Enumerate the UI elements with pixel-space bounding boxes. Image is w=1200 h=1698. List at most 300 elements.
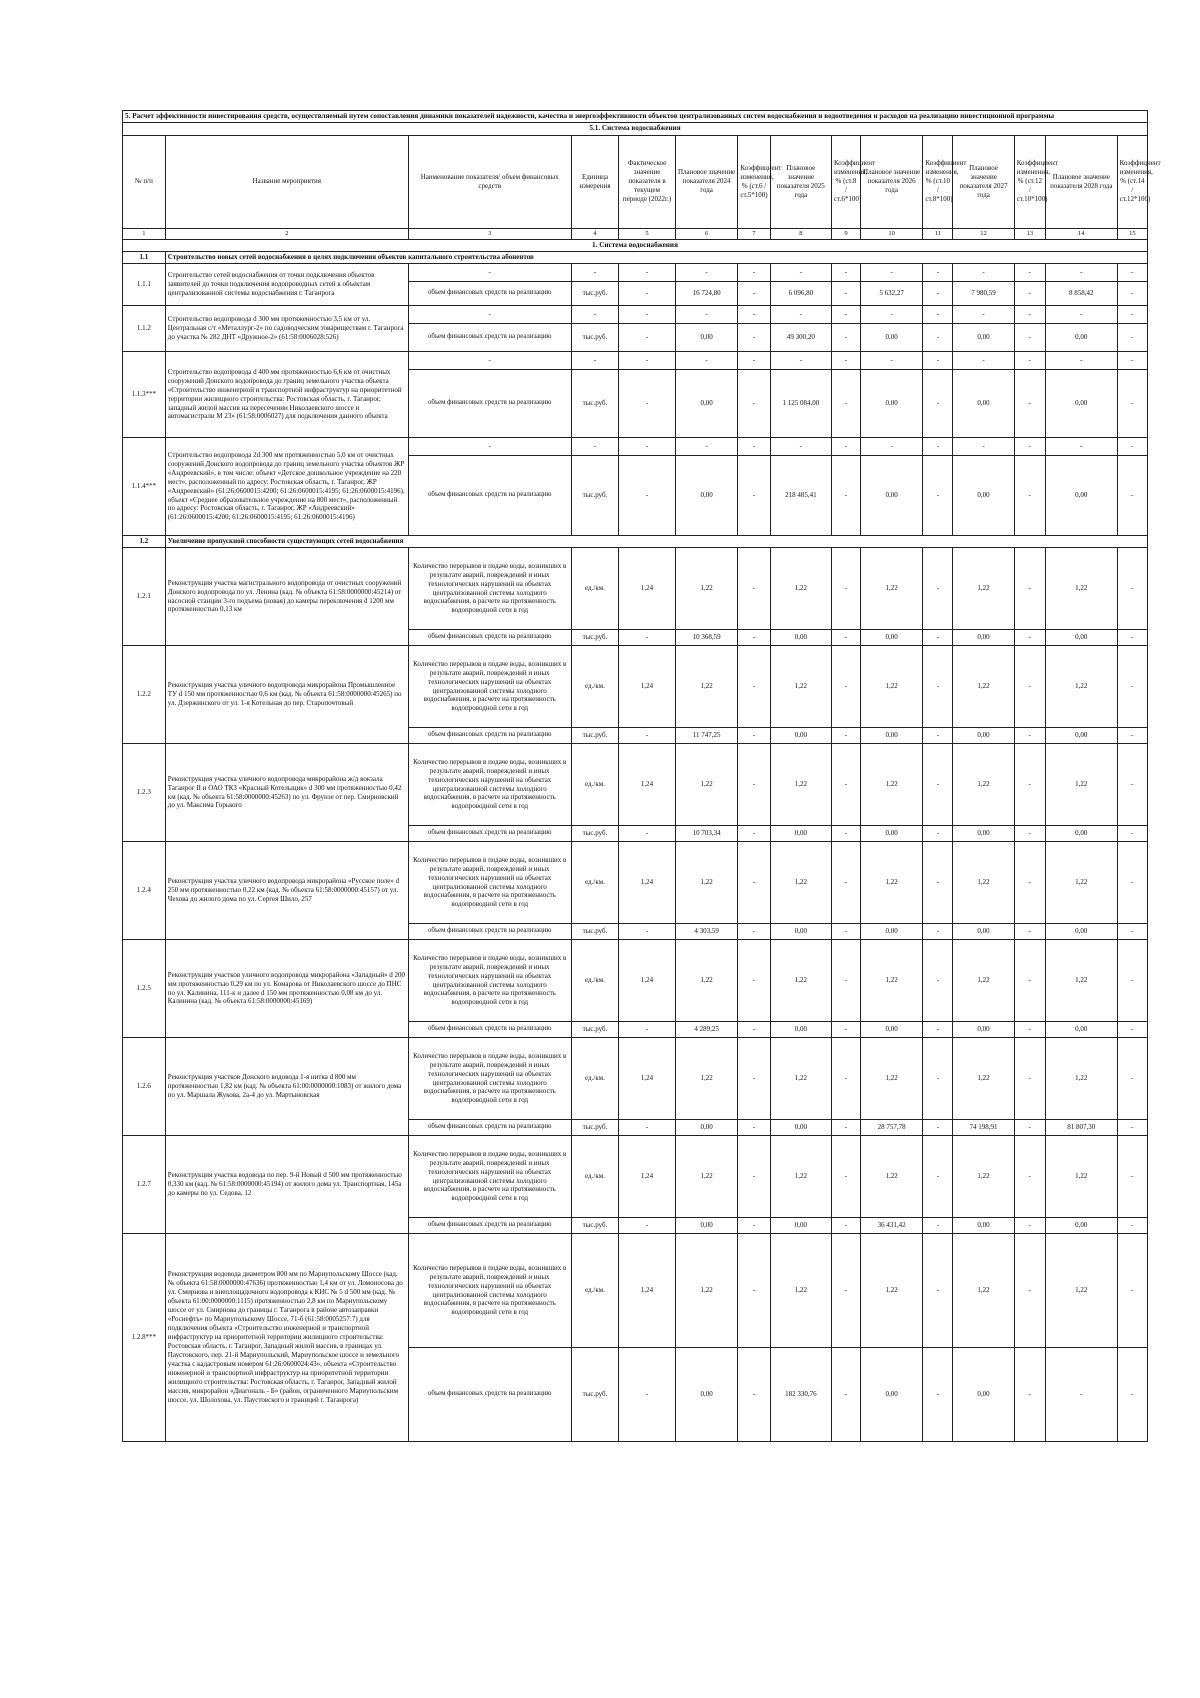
finance-unit: тыс.руб.: [571, 826, 618, 842]
indicator-value: 1,22: [953, 548, 1014, 630]
finance-label: объем финансовых средств на реализацию: [408, 1348, 571, 1442]
indicator-value: 1,22: [953, 744, 1014, 826]
indicator-value: 1,22: [953, 1136, 1014, 1218]
indicator-value: 1,22: [1045, 548, 1117, 630]
finance-value: -: [923, 728, 953, 744]
finance-value: 36 431,42: [860, 1218, 922, 1234]
finance-value: -: [1117, 1348, 1147, 1442]
finance-value: 8 858,42: [1045, 282, 1117, 306]
indicator-value: 1,22: [770, 1038, 831, 1120]
item-name: Строительство водопровода d 300 мм протяженностью 3,5 км от ул. Центральная с/т «Металлург-2» по садоводческим товариществам г. Таганрога до участка № 282 ДНТ «Дружное-2» (61:58:0006028:526): [165, 306, 408, 352]
header-row: [123, 135, 1148, 228]
indicator-value: -: [831, 842, 860, 924]
finance-value: -: [831, 282, 860, 306]
item-name: Реконструкция участков уличного водопровода микрорайона «Западный» d 200 мм протяженностью 0,29 км по ул. Комарова от Николаевского шоссе до ПНС по ул. Калинина, 111-к и далее d 150 мм протяженностью 0,08 км до ул. Калинина (кад. № объекта 61:58:0000000:45169): [165, 940, 408, 1038]
finance-unit: тыс.руб.: [571, 1120, 618, 1136]
finance-value: -: [831, 370, 860, 438]
column-number: 8: [770, 228, 831, 239]
indicator-name: Количество перерывов в подаче воды, возникших в результате аварий, повреждений и иных технологических нарушений на объектах централизованной системы холодного водоснабжения, в расчете на протяженность водопроводной сети в год: [408, 548, 571, 630]
item-indicator-row: [123, 1038, 1148, 1120]
investment-efficiency-table-sheet: [122, 110, 1161, 1442]
item-number: 1.1.1: [123, 264, 166, 306]
finance-unit: тыс.руб.: [571, 324, 618, 352]
indicator-name: Количество перерывов в подаче воды, возникших в результате аварий, повреждений и иных технологических нарушений на объектах централизованной системы холодного водоснабжения, в расчете на протяженность водопроводной сети в год: [408, 940, 571, 1022]
indicator-value: -: [770, 352, 831, 370]
finance-value: -: [738, 282, 770, 306]
finance-value: -: [738, 1120, 770, 1136]
column-header: № п/п: [123, 135, 166, 228]
item-name: Реконструкция участка магистрального водопровода от очистных сооружений Донского водопровода по ул. Ленина (кад. № объекта 61:58:0000000:45214) от насосной станции 3-го подъема (новая) до камеры переключения d 1200 мм протяженностью 0,13 км: [165, 548, 408, 646]
indicator-value: 1,22: [770, 1136, 831, 1218]
indicator-value: 1,24: [619, 842, 676, 924]
finance-value: -: [831, 924, 860, 940]
finance-value: -: [1117, 324, 1147, 352]
finance-value: 10 368,59: [675, 630, 737, 646]
finance-value: -: [1014, 282, 1045, 306]
finance-value: 0,00: [860, 1022, 922, 1038]
indicator-value: 1,22: [860, 940, 922, 1022]
indicator-value: -: [738, 940, 770, 1022]
indicator-value: -: [1117, 646, 1147, 728]
indicator-value: -: [1014, 548, 1045, 630]
finance-value: 16 724,80: [675, 282, 737, 306]
finance-value: -: [831, 1218, 860, 1234]
indicator-value: -: [1014, 352, 1045, 370]
item-indicator-row: [123, 264, 1148, 282]
column-header: Наименование показателя/ объем финансовых средств: [408, 135, 571, 228]
indicator-value: -: [953, 352, 1014, 370]
finance-value: -: [738, 728, 770, 744]
column-number: 12: [953, 228, 1014, 239]
finance-value: 0,00: [860, 456, 922, 536]
finance-unit: тыс.руб.: [571, 1348, 618, 1442]
indicator-value: 1,22: [953, 646, 1014, 728]
section-row: [123, 239, 1148, 251]
item-name: Реконструкция водовода диаметром 800 мм по Мариупольскому Шоссе (кад. № объекта 61:58:0000000:47636) протяженностью 1,4 км от ул. Ломоносова до ул. Смирнова и внеплощадочного водопровода к КНС № 5 d 500 мм (кад. № объекта 61:00:0000000:1115) протяженностью 2,8 км по Мариупольскому шоссе от ул. Смирнова до границы г. Таганрога в районе автозаправки «Роснефть» по Мариупольскому Шоссе, 71-б (61:58:0005257:7) для подключения объекта «Строительство инженерной и транспортной инфраструктур на приоритетной территории жилищного строительства: Ростовская область, г. Таганрог, Западный жилой массив, в границах ул. Паустовского, пер. 21-й Мариупольский, Мариупольское шоссе и земельного участка с кадастровым номером 61:26:0600024:43», объекта «Строительство инженерной и транспортной инфраструктур на приоритетной территории жилищного строительства: Ростовская область, г. Таганрог, Западный жилой массив, микрорайон «Диагональ - Б» (район, ограниченного Мариупольским шоссе, ул. Шолохова, ул. Паустовского и границей г. Таганрога): [165, 1234, 408, 1442]
finance-value: -: [923, 1120, 953, 1136]
indicator-value: 1,22: [953, 1038, 1014, 1120]
indicator-value: -: [860, 352, 922, 370]
item-indicator-row: [123, 352, 1148, 370]
finance-value: 81 807,30: [1045, 1120, 1117, 1136]
finance-value: -: [619, 282, 676, 306]
indicator-value: -: [1014, 264, 1045, 282]
finance-value: -: [738, 924, 770, 940]
indicator-value: -: [923, 940, 953, 1022]
indicator-value: 1,22: [675, 744, 737, 826]
indicator-value: 1,22: [770, 1234, 831, 1348]
indicator-value: -: [831, 646, 860, 728]
finance-value: -: [923, 1218, 953, 1234]
indicator-value: 1,22: [953, 842, 1014, 924]
indicator-value: 1,22: [675, 1136, 737, 1218]
indicator-value: -: [1045, 352, 1117, 370]
indicator-value: -: [738, 352, 770, 370]
finance-value: -: [738, 1022, 770, 1038]
finance-value: 10 703,34: [675, 826, 737, 842]
finance-value: 0,00: [675, 1348, 737, 1442]
indicator-value: -: [675, 352, 737, 370]
finance-value: 0,00: [1045, 826, 1117, 842]
finance-value: 0,00: [1045, 1022, 1117, 1038]
indicator-value: 1,22: [1045, 842, 1117, 924]
finance-value: 0,00: [770, 728, 831, 744]
indicator-value: -: [831, 264, 860, 282]
finance-value: 5 632,27: [860, 282, 922, 306]
finance-label: объем финансовых средств на реализацию: [408, 728, 571, 744]
group-title: Строительство новых сетей водоснабжения в целях подключения объектов капитального строительства абонентов: [165, 252, 1147, 264]
indicator-value: -: [953, 264, 1014, 282]
finance-value: 0,00: [675, 1218, 737, 1234]
column-number: 10: [860, 228, 922, 239]
item-number: 1.2.4: [123, 842, 166, 940]
finance-value: -: [738, 1218, 770, 1234]
indicator-value: -: [860, 306, 922, 324]
finance-value: -: [738, 456, 770, 536]
finance-value: -: [619, 630, 676, 646]
finance-unit: тыс.руб.: [571, 924, 618, 940]
indicator-value: -: [923, 1136, 953, 1218]
indicator-value: 1,22: [860, 744, 922, 826]
item-indicator-row: [123, 646, 1148, 728]
column-header: Коэффициент изменения, % (ст.10 /ст.8*100): [923, 135, 953, 228]
finance-value: -: [923, 1348, 953, 1442]
finance-value: -: [923, 456, 953, 536]
indicator-value: 1,22: [860, 1136, 922, 1218]
indicator-value: -: [770, 306, 831, 324]
finance-value: -: [619, 826, 676, 842]
finance-value: -: [831, 630, 860, 646]
column-number: 14: [1045, 228, 1117, 239]
group-number: 1.1: [123, 252, 166, 264]
finance-value: -: [619, 1218, 676, 1234]
item-name: Реконструкция участка уличного водопровода микрорайона «Русское поле» d 250 мм протяженностью 0,22 км (кад. № объекта 61:58:0000000:45157) от ул. Чехова до жилого дома по ул. Сергея Шило, 257: [165, 842, 408, 940]
finance-label: объем финансовых средств на реализацию: [408, 370, 571, 438]
column-number: 13: [1014, 228, 1045, 239]
finance-value: 0,00: [675, 324, 737, 352]
indicator-name: -: [408, 264, 571, 282]
finance-value: -: [831, 456, 860, 536]
finance-value: -: [1014, 1348, 1045, 1442]
item-number: 1.2.5: [123, 940, 166, 1038]
indicator-value: -: [619, 306, 676, 324]
finance-value: -: [1014, 630, 1045, 646]
indicator-value: -: [1014, 842, 1045, 924]
indicator-value: -: [738, 646, 770, 728]
indicator-value: -: [738, 264, 770, 282]
finance-value: -: [831, 826, 860, 842]
indicator-value: ед./км.: [571, 940, 618, 1022]
indicator-value: -: [831, 1234, 860, 1348]
column-header: Коэффициент изменения, % (ст.12 /ст.10*100): [1014, 135, 1045, 228]
document-subtitle: 5.1. Система водоснабжения: [123, 123, 1148, 135]
indicator-value: 1,22: [675, 1234, 737, 1348]
finance-label: объем финансовых средств на реализацию: [408, 1218, 571, 1234]
finance-value: -: [1014, 1022, 1045, 1038]
indicator-value: -: [923, 842, 953, 924]
finance-value: 0,00: [860, 924, 922, 940]
finance-value: 0,00: [860, 1348, 922, 1442]
finance-value: -: [1117, 1022, 1147, 1038]
indicator-value: 1,22: [1045, 1038, 1117, 1120]
indicator-value: -: [1045, 438, 1117, 456]
indicator-value: -: [1117, 1038, 1147, 1120]
indicator-value: 1,22: [1045, 646, 1117, 728]
finance-value: -: [831, 1348, 860, 1442]
indicator-value: 1,22: [675, 548, 737, 630]
finance-unit: тыс.руб.: [571, 370, 618, 438]
finance-value: 0,00: [675, 456, 737, 536]
indicator-value: 1,24: [619, 646, 676, 728]
indicator-name: -: [408, 306, 571, 324]
indicator-value: -: [1045, 264, 1117, 282]
finance-value: -: [738, 370, 770, 438]
indicator-value: 1,24: [619, 940, 676, 1022]
indicator-value: -: [1117, 352, 1147, 370]
finance-value: -: [619, 370, 676, 438]
column-number: 3: [408, 228, 571, 239]
finance-value: 11 747,25: [675, 728, 737, 744]
column-header: Коэффициент изменения, % (ст.14 /ст.12*100): [1117, 135, 1147, 228]
finance-value: -: [1014, 1120, 1045, 1136]
item-indicator-row: [123, 940, 1148, 1022]
item-indicator-row: [123, 1136, 1148, 1218]
item-indicator-row: [123, 842, 1148, 924]
indicator-value: -: [923, 1234, 953, 1348]
indicator-value: ед./км.: [571, 842, 618, 924]
indicator-value: -: [1045, 306, 1117, 324]
indicator-value: -: [860, 438, 922, 456]
finance-value: -: [1117, 456, 1147, 536]
indicator-value: -: [1117, 744, 1147, 826]
finance-value: 0,00: [953, 1348, 1014, 1442]
finance-value: -: [619, 1022, 676, 1038]
finance-value: -: [831, 1022, 860, 1038]
finance-value: -: [923, 630, 953, 646]
finance-value: -: [831, 1120, 860, 1136]
finance-value: -: [1014, 1218, 1045, 1234]
finance-value: -: [831, 324, 860, 352]
indicator-value: -: [831, 548, 860, 630]
finance-value: 74 198,91: [953, 1120, 1014, 1136]
indicator-value: -: [1117, 940, 1147, 1022]
finance-unit: тыс.руб.: [571, 1022, 618, 1038]
finance-label: объем финансовых средств на реализацию: [408, 1022, 571, 1038]
indicator-value: -: [923, 548, 953, 630]
indicator-value: ед./км.: [571, 548, 618, 630]
item-name: Строительство водопровода d 400 мм протяженностью 6,6 км от очистных сооружений Донского водопровода до границ земельного участка объекта «Строительство инженерной и транспортной инфраструктур на приоритетной территории жилищного строительства: Ростовская область, г. Таганрог, западный жилой массив на пересечении Николаевского шоссе и автомагистрали М 23» (61:58:0006027) для подключения данного объекта: [165, 352, 408, 438]
finance-value: 0,00: [953, 1022, 1014, 1038]
indicator-value: 1,22: [953, 940, 1014, 1022]
item-name: Реконструкция участка уличного водопровода микрорайона Промышленное ТУ d 150 мм протяженностью 0,6 км (кад. № объекта 61:58:0000000:45265) по ул. Дзержинского от ул. 1-я Котельная до пер. Старопочтовый: [165, 646, 408, 744]
finance-value: 4 289,25: [675, 1022, 737, 1038]
finance-label: объем финансовых средств на реализацию: [408, 324, 571, 352]
finance-value: 0,00: [953, 924, 1014, 940]
indicator-value: -: [770, 264, 831, 282]
column-number: 2: [165, 228, 408, 239]
indicator-value: -: [1014, 1038, 1045, 1120]
item-indicator-row: [123, 548, 1148, 630]
finance-value: 0,00: [770, 826, 831, 842]
indicator-name: Количество перерывов в подаче воды, возникших в результате аварий, повреждений и иных технологических нарушений на объектах централизованной системы холодного водоснабжения, в расчете на протяженность водопроводной сети в год: [408, 842, 571, 924]
finance-value: -: [738, 324, 770, 352]
indicator-name: -: [408, 438, 571, 456]
indicator-value: -: [953, 306, 1014, 324]
finance-value: -: [619, 324, 676, 352]
indicator-value: -: [831, 352, 860, 370]
finance-value: -: [1117, 370, 1147, 438]
indicator-value: -: [619, 352, 676, 370]
indicator-value: 1,22: [860, 646, 922, 728]
indicator-value: -: [1014, 1136, 1045, 1218]
indicator-value: -: [831, 1038, 860, 1120]
indicator-value: 1,22: [1045, 744, 1117, 826]
finance-value: -: [1014, 324, 1045, 352]
indicator-value: 1,22: [675, 1038, 737, 1120]
group-number: 1.2: [123, 536, 166, 548]
finance-value: 4 303,59: [675, 924, 737, 940]
finance-label: объем финансовых средств на реализацию: [408, 1120, 571, 1136]
indicator-value: -: [738, 1136, 770, 1218]
indicator-value: -: [1117, 548, 1147, 630]
indicator-value: -: [1014, 744, 1045, 826]
group-title: Увеличение пропускной способности существующих сетей водоснабжения: [165, 536, 1147, 548]
finance-value: 182 330,76: [770, 1348, 831, 1442]
indicator-value: -: [831, 744, 860, 826]
finance-value: 0,00: [860, 370, 922, 438]
indicator-value: 1,22: [860, 1234, 922, 1348]
indicator-value: -: [619, 438, 676, 456]
item-number: 1.2.7: [123, 1136, 166, 1234]
finance-unit: тыс.руб.: [571, 456, 618, 536]
finance-value: -: [1117, 826, 1147, 842]
item-number: 1.2.6: [123, 1038, 166, 1136]
item-name: Строительство сетей водоснабжения от точки подключения объектов заявителей до точки подключения водопроводных сетей к объектам централизованной системы водоснабжения г. Таганрога: [165, 264, 408, 306]
indicator-value: -: [831, 940, 860, 1022]
column-number: 6: [675, 228, 737, 239]
indicator-value: -: [1014, 438, 1045, 456]
finance-value: -: [738, 1348, 770, 1442]
finance-value: 0,00: [953, 630, 1014, 646]
indicator-value: -: [1117, 306, 1147, 324]
indicator-value: 1,22: [675, 646, 737, 728]
finance-value: -: [619, 924, 676, 940]
finance-value: -: [1014, 456, 1045, 536]
indicator-value: ед./км.: [571, 646, 618, 728]
finance-unit: тыс.руб.: [571, 282, 618, 306]
indicator-value: ед./км.: [571, 1234, 618, 1348]
indicator-value: -: [738, 842, 770, 924]
indicator-value: 1,22: [675, 842, 737, 924]
finance-value: -: [619, 1348, 676, 1442]
column-number: 11: [923, 228, 953, 239]
finance-value: -: [738, 826, 770, 842]
indicator-value: 1,22: [1045, 1136, 1117, 1218]
indicator-value: -: [1014, 1234, 1045, 1348]
indicator-value: -: [571, 306, 618, 324]
finance-label: объем финансовых средств на реализацию: [408, 456, 571, 536]
indicator-value: 1,24: [619, 1136, 676, 1218]
indicator-value: -: [923, 306, 953, 324]
indicator-value: -: [571, 264, 618, 282]
finance-value: 218 485,41: [770, 456, 831, 536]
item-indicator-row: [123, 306, 1148, 324]
indicator-value: -: [923, 1038, 953, 1120]
document-title: 5. Расчет эффективности инвестирования средств, осуществляемый путем сопоставления динамики показателей надежности, качества и энергоэффективности объектов централизованных систем водоснабжения и водоотведения и расходов на реализацию инвестиционной программы: [123, 111, 1148, 123]
indicator-value: 1,22: [770, 744, 831, 826]
finance-value: 1 125 084,00: [770, 370, 831, 438]
item-name: Строительство водопровода 2d 300 мм протяженностью 5,0 км от очистных сооружений Донского водопровода до границ земельного участка объектов ЖР «Андреевский», в том числе: объект «Детское дошкольное учреждение на 220 мест», расположенный по адресу: Ростовская область, г. Таганрог, ЖР «Андреевский» (61:26:0600015:4200; 61:26:0600015:4195; 61:26:0600015:4196), объект «Среднее образовательное учреждение на 800 мест», расположенный по адресу: Ростовская область, г. Таганрог, ЖР «Андреевский» (61:26:0600015:4200; 61:26:0600015:4195; 61:26:0600015:4196): [165, 438, 408, 536]
column-header: Плановое значение показателя 2024 года: [675, 135, 737, 228]
indicator-value: 1,22: [1045, 940, 1117, 1022]
column-number: 5: [619, 228, 676, 239]
column-header: Фактическое значение показателя в текущем периоде (2022г.): [619, 135, 676, 228]
finance-value: 0,00: [770, 924, 831, 940]
indicator-value: -: [831, 306, 860, 324]
item-number: 1.1.3***: [123, 352, 166, 438]
indicator-value: 1,22: [860, 1038, 922, 1120]
indicator-value: -: [675, 438, 737, 456]
column-header: Плановое значение показателя 2027 года: [953, 135, 1014, 228]
column-header: Название мероприятия: [165, 135, 408, 228]
finance-value: -: [923, 324, 953, 352]
indicator-value: -: [738, 306, 770, 324]
finance-value: 0,00: [860, 630, 922, 646]
indicator-value: -: [1117, 438, 1147, 456]
finance-label: объем финансовых средств на реализацию: [408, 630, 571, 646]
finance-value: -: [923, 826, 953, 842]
finance-value: 0,00: [1045, 630, 1117, 646]
finance-value: 0,00: [770, 1120, 831, 1136]
finance-value: 0,00: [1045, 924, 1117, 940]
indicator-value: -: [571, 352, 618, 370]
indicator-value: 1,22: [953, 1234, 1014, 1348]
indicator-value: -: [953, 438, 1014, 456]
item-indicator-row: [123, 1234, 1148, 1348]
finance-value: -: [923, 282, 953, 306]
indicator-value: ед./км.: [571, 744, 618, 826]
column-header: Коэффициент изменения, % (ст.6 /ст.5*100): [738, 135, 770, 228]
item-name: Реконструкция участков Донского водовода 1-я нитка d 800 мм протяженностью 1,82 км (кад. № объекта 61:00:0000000:1083) от жилого дома по ул. Маршала Жукова, 2а-4 до ул. Мартыновская: [165, 1038, 408, 1136]
indicator-value: -: [1014, 646, 1045, 728]
item-indicator-row: [123, 744, 1148, 826]
indicator-value: 1,22: [1045, 1234, 1117, 1348]
indicator-value: 1,22: [770, 548, 831, 630]
finance-value: 0,00: [675, 370, 737, 438]
finance-value: -: [1117, 1218, 1147, 1234]
indicator-value: 1,22: [860, 548, 922, 630]
indicator-name: Количество перерывов в подаче воды, возникших в результате аварий, повреждений и иных технологических нарушений на объектах централизованной системы холодного водоснабжения, в расчете на протяженность водопроводной сети в год: [408, 1038, 571, 1120]
finance-value: -: [923, 924, 953, 940]
finance-value: 0,00: [860, 324, 922, 352]
indicator-value: -: [1117, 1136, 1147, 1218]
finance-label: объем финансовых средств на реализацию: [408, 282, 571, 306]
finance-value: -: [1014, 924, 1045, 940]
subtitle-row: [123, 123, 1148, 135]
indicator-value: -: [675, 264, 737, 282]
indicator-value: 1,22: [860, 842, 922, 924]
finance-value: 0,00: [770, 630, 831, 646]
finance-unit: тыс.руб.: [571, 728, 618, 744]
finance-value: 0,00: [1045, 370, 1117, 438]
finance-value: 0,00: [675, 1120, 737, 1136]
indicator-name: Количество перерывов в подаче воды, возникших в результате аварий, повреждений и иных технологических нарушений на объектах централизованной системы холодного водоснабжения, в расчете на протяженность водопроводной сети в год: [408, 1136, 571, 1218]
column-numbers-row: [123, 228, 1148, 239]
group-row: [123, 252, 1148, 264]
item-number: 1.2.1: [123, 548, 166, 646]
finance-value: 0,00: [1045, 1218, 1117, 1234]
indicator-name: Количество перерывов в подаче воды, возникших в результате аварий, повреждений и иных технологических нарушений на объектах централизованной системы холодного водоснабжения, в расчете на протяженность водопроводной сети в год: [408, 646, 571, 728]
